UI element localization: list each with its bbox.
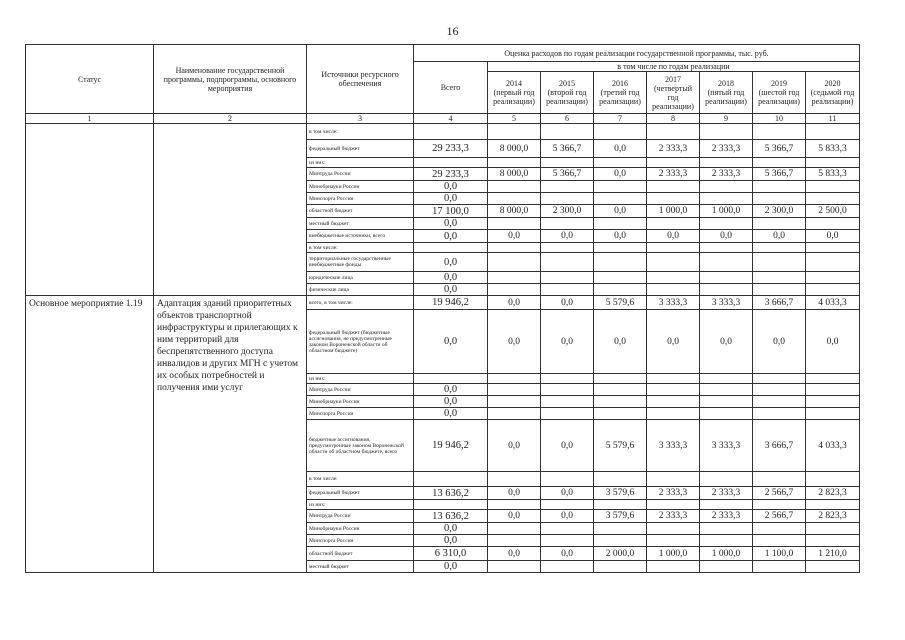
year-value-cell: 0,0 xyxy=(488,420,541,472)
year-value-cell: 3 666,7 xyxy=(753,296,806,310)
year-value-cell: 0,0 xyxy=(647,310,700,374)
header-year-sub: (шестой год реализации) xyxy=(758,88,800,106)
year-value-cell: 2 333,3 xyxy=(700,168,753,181)
year-value-cell: 0,0 xyxy=(806,230,860,243)
header-year-sub: (четвертый год реализации) xyxy=(652,83,694,111)
total-cell: 29 233,3 xyxy=(414,168,488,181)
year-value-cell: 2 823,3 xyxy=(806,510,860,523)
year-value-cell: 0,0 xyxy=(594,140,647,158)
total-cell: 19 946,2 xyxy=(414,296,488,310)
year-value-cell: 2 333,3 xyxy=(647,140,700,158)
year-value-cell xyxy=(700,272,753,284)
year-value-cell xyxy=(647,272,700,284)
header-year-sub: (первый год реализации) xyxy=(493,88,535,106)
total-cell: 0,0 xyxy=(414,230,488,243)
year-value-cell xyxy=(753,181,806,193)
year-value-cell xyxy=(700,408,753,420)
total-cell xyxy=(414,472,488,487)
column-number: 2 xyxy=(154,114,307,124)
year-value-cell xyxy=(541,284,594,296)
year-value-cell xyxy=(806,472,860,487)
header-estimate: Оценка расходов по годам реализации государственной программы, тыс. руб. xyxy=(414,45,860,62)
year-value-cell xyxy=(488,472,541,487)
year-value-cell xyxy=(700,523,753,535)
year-value-cell: 0,0 xyxy=(488,296,541,310)
year-value-cell: 1 000,0 xyxy=(700,205,753,218)
year-value-cell xyxy=(594,535,647,547)
year-value-cell xyxy=(541,158,594,168)
year-value-cell xyxy=(700,535,753,547)
year-value-cell xyxy=(806,181,860,193)
year-value-cell xyxy=(806,193,860,205)
year-value-cell xyxy=(647,193,700,205)
year-value-cell xyxy=(806,561,860,573)
year-value-cell xyxy=(541,181,594,193)
source-cell: в том числе: xyxy=(307,472,414,487)
total-cell: 17 100,0 xyxy=(414,205,488,218)
year-value-cell xyxy=(488,158,541,168)
year-value-cell xyxy=(488,253,541,272)
source-cell: Минспорта России xyxy=(307,193,414,205)
year-value-cell xyxy=(647,535,700,547)
year-value-cell xyxy=(753,193,806,205)
year-value-cell xyxy=(806,535,860,547)
year-value-cell: 2 566,7 xyxy=(753,510,806,523)
column-number: 4 xyxy=(414,114,488,124)
year-value-cell xyxy=(806,124,860,140)
source-cell: всего, в том числе: xyxy=(307,296,414,310)
year-value-cell xyxy=(594,253,647,272)
year-value-cell xyxy=(488,181,541,193)
year-value-cell xyxy=(541,561,594,573)
year-value-cell xyxy=(647,561,700,573)
header-year-sub: (третий год реализации) xyxy=(599,88,641,106)
year-value-cell xyxy=(594,472,647,487)
total-cell: 13 636,2 xyxy=(414,510,488,523)
header-status: Статус xyxy=(26,45,154,114)
year-value-cell: 1 000,0 xyxy=(700,547,753,561)
column-number: 3 xyxy=(307,114,414,124)
year-value-cell xyxy=(753,243,806,253)
source-cell: федеральный бюджет xyxy=(307,487,414,500)
year-value-cell xyxy=(806,272,860,284)
source-cell: областной бюджет xyxy=(307,547,414,561)
header-source: Источники ресурсного обеспечения xyxy=(307,45,414,114)
header-name: Наименование государственной программы, подпрограммы, основного мероприятия xyxy=(154,45,307,114)
year-value-cell xyxy=(488,284,541,296)
year-value-cell xyxy=(594,158,647,168)
year-value-cell: 3 333,3 xyxy=(700,420,753,472)
year-value-cell: 8 000,0 xyxy=(488,205,541,218)
total-cell: 0,0 xyxy=(414,408,488,420)
year-value-cell: 5 366,7 xyxy=(541,168,594,181)
year-value-cell xyxy=(700,284,753,296)
year-value-cell: 0,0 xyxy=(541,547,594,561)
year-value-cell: 0,0 xyxy=(594,230,647,243)
year-value-cell: 3 579,6 xyxy=(594,487,647,500)
year-value-cell: 3 333,3 xyxy=(647,420,700,472)
header-total: Всего xyxy=(414,62,488,114)
total-cell: 0,0 xyxy=(414,193,488,205)
year-value-cell xyxy=(488,384,541,396)
year-value-cell xyxy=(647,523,700,535)
year-value-cell xyxy=(541,193,594,205)
year-value-cell xyxy=(541,272,594,284)
year-value-cell: 3 666,7 xyxy=(753,420,806,472)
year-value-cell: 0,0 xyxy=(541,510,594,523)
year-value-cell xyxy=(541,472,594,487)
total-cell: 0,0 xyxy=(414,181,488,193)
header-year-label: 2020 xyxy=(824,79,841,88)
year-value-cell: 5 579,6 xyxy=(594,420,647,472)
column-number: 10 xyxy=(753,114,806,124)
source-cell: федеральный бюджет xyxy=(307,140,414,158)
column-number: 7 xyxy=(594,114,647,124)
year-value-cell xyxy=(753,561,806,573)
year-value-cell: 0,0 xyxy=(700,310,753,374)
source-cell: юридические лица xyxy=(307,272,414,284)
source-cell: областной бюджет xyxy=(307,205,414,218)
year-value-cell xyxy=(647,374,700,384)
year-value-cell: 5 833,3 xyxy=(806,168,860,181)
year-value-cell: 3 579,6 xyxy=(594,510,647,523)
year-value-cell: 2 566,7 xyxy=(753,487,806,500)
year-value-cell xyxy=(647,500,700,510)
total-cell: 0,0 xyxy=(414,310,488,374)
year-value-cell xyxy=(806,384,860,396)
year-value-cell xyxy=(594,272,647,284)
year-value-cell xyxy=(594,374,647,384)
year-value-cell: 5 366,7 xyxy=(541,140,594,158)
year-value-cell: 2 333,3 xyxy=(647,168,700,181)
year-value-cell xyxy=(488,218,541,230)
header-year xyxy=(647,72,700,114)
total-cell: 29 233,3 xyxy=(414,140,488,158)
year-value-cell xyxy=(700,218,753,230)
total-cell: 0,0 xyxy=(414,272,488,284)
header-year xyxy=(753,72,806,114)
year-value-cell xyxy=(647,396,700,408)
total-cell: 0,0 xyxy=(414,253,488,272)
source-cell: Минтруда России xyxy=(307,384,414,396)
year-value-cell xyxy=(806,408,860,420)
year-value-cell: 5 366,7 xyxy=(753,140,806,158)
year-value-cell xyxy=(806,284,860,296)
name-cell-empty xyxy=(154,124,307,296)
source-cell: внебюджетные источники, всего xyxy=(307,230,414,243)
year-value-cell xyxy=(594,181,647,193)
year-value-cell: 2 333,3 xyxy=(647,510,700,523)
header-year-label: 2016 xyxy=(612,79,628,88)
header-year-label: 2018 xyxy=(718,79,734,88)
year-value-cell xyxy=(753,408,806,420)
table-row xyxy=(26,296,860,310)
year-value-cell xyxy=(594,384,647,396)
header-year-label: 2014 xyxy=(506,79,522,88)
total-cell: 13 636,2 xyxy=(414,487,488,500)
year-value-cell: 0,0 xyxy=(594,168,647,181)
year-value-cell xyxy=(700,472,753,487)
source-cell: физические лица xyxy=(307,284,414,296)
year-value-cell xyxy=(541,396,594,408)
year-value-cell xyxy=(753,253,806,272)
year-value-cell: 4 033,3 xyxy=(806,420,860,472)
source-cell: бюджетные ассигнования, предусмотренные законом Воронежской области об областном бюджете, всего xyxy=(307,420,414,472)
total-cell xyxy=(414,374,488,384)
year-value-cell xyxy=(753,218,806,230)
source-cell: Минтруда России xyxy=(307,168,414,181)
year-value-cell xyxy=(594,523,647,535)
year-value-cell xyxy=(700,384,753,396)
year-value-cell xyxy=(594,124,647,140)
table-row xyxy=(26,124,860,140)
header-year xyxy=(488,72,541,114)
year-value-cell: 8 000,0 xyxy=(488,168,541,181)
measure-name: Адаптация зданий приоритетных объектов транспортной инфраструктуры и прилегающих к ним территорий для беспрепятственного доступа инвалидов и других МГН с учетом их особых потребностей и получения ими услуг xyxy=(154,296,307,573)
year-value-cell: 0,0 xyxy=(541,310,594,374)
year-value-cell: 0,0 xyxy=(541,487,594,500)
year-value-cell: 0,0 xyxy=(488,510,541,523)
year-value-cell xyxy=(594,218,647,230)
year-value-cell xyxy=(594,193,647,205)
year-value-cell xyxy=(647,181,700,193)
source-cell: из них: xyxy=(307,158,414,168)
year-value-cell xyxy=(541,408,594,420)
year-value-cell: 0,0 xyxy=(541,296,594,310)
year-value-cell xyxy=(541,253,594,272)
header-year xyxy=(594,72,647,114)
year-value-cell: 5 833,3 xyxy=(806,140,860,158)
year-value-cell xyxy=(806,253,860,272)
total-cell: 0,0 xyxy=(414,396,488,408)
header-year-label: 2017 xyxy=(665,74,681,84)
column-number: 5 xyxy=(488,114,541,124)
column-number: 1 xyxy=(26,114,154,124)
source-cell: из них: xyxy=(307,500,414,510)
total-cell: 0,0 xyxy=(414,535,488,547)
year-value-cell xyxy=(806,500,860,510)
header-year-sub: (второй год реализации) xyxy=(546,88,588,106)
total-cell: 6 310,0 xyxy=(414,547,488,561)
year-value-cell xyxy=(806,523,860,535)
year-value-cell xyxy=(753,158,806,168)
year-value-cell: 1 000,0 xyxy=(647,547,700,561)
year-value-cell: 0,0 xyxy=(700,230,753,243)
year-value-cell xyxy=(806,374,860,384)
year-value-cell: 0,0 xyxy=(753,310,806,374)
header-incl-years: в том числе по годам реализации xyxy=(488,62,860,72)
year-value-cell xyxy=(700,193,753,205)
year-value-cell xyxy=(541,374,594,384)
year-value-cell xyxy=(488,193,541,205)
year-value-cell: 2 000,0 xyxy=(594,547,647,561)
year-value-cell xyxy=(753,284,806,296)
total-cell: 0,0 xyxy=(414,561,488,573)
year-value-cell xyxy=(753,500,806,510)
year-value-cell: 3 333,3 xyxy=(700,296,753,310)
column-number: 8 xyxy=(647,114,700,124)
year-value-cell xyxy=(488,374,541,384)
year-value-cell: 1 000,0 xyxy=(647,205,700,218)
year-value-cell: 0,0 xyxy=(541,230,594,243)
total-cell: 0,0 xyxy=(414,218,488,230)
year-value-cell xyxy=(753,384,806,396)
resource-table xyxy=(25,44,860,573)
source-cell: Минобрнауки России xyxy=(307,181,414,193)
year-value-cell xyxy=(541,523,594,535)
status-cell-empty xyxy=(26,124,154,296)
source-cell: Минобрнауки России xyxy=(307,396,414,408)
year-value-cell: 3 333,3 xyxy=(647,296,700,310)
year-value-cell xyxy=(700,374,753,384)
header-year-label: 2019 xyxy=(771,79,787,88)
header-year xyxy=(541,72,594,114)
year-value-cell: 2 823,3 xyxy=(806,487,860,500)
year-value-cell xyxy=(700,181,753,193)
source-cell: местный бюджет xyxy=(307,218,414,230)
year-value-cell xyxy=(647,218,700,230)
year-value-cell xyxy=(700,253,753,272)
year-value-cell: 5 579,6 xyxy=(594,296,647,310)
year-value-cell xyxy=(594,500,647,510)
total-cell xyxy=(414,124,488,140)
header-year-label: 2015 xyxy=(559,79,575,88)
year-value-cell xyxy=(647,253,700,272)
year-value-cell xyxy=(488,535,541,547)
year-value-cell xyxy=(488,500,541,510)
year-value-cell: 1 210,0 xyxy=(806,547,860,561)
column-number: 9 xyxy=(700,114,753,124)
year-value-cell: 8 000,0 xyxy=(488,140,541,158)
year-value-cell: 2 500,0 xyxy=(806,205,860,218)
year-value-cell xyxy=(647,158,700,168)
total-cell: 0,0 xyxy=(414,284,488,296)
year-value-cell xyxy=(806,396,860,408)
year-value-cell: 2 300,0 xyxy=(753,205,806,218)
year-value-cell xyxy=(488,396,541,408)
column-number: 11 xyxy=(806,114,860,124)
year-value-cell: 2 333,3 xyxy=(700,510,753,523)
total-cell: 19 946,2 xyxy=(414,420,488,472)
year-value-cell xyxy=(594,243,647,253)
year-value-cell: 2 333,3 xyxy=(700,140,753,158)
year-value-cell xyxy=(700,500,753,510)
source-cell: в том числе: xyxy=(307,243,414,253)
year-value-cell xyxy=(647,408,700,420)
source-cell: Минспорта России xyxy=(307,535,414,547)
year-value-cell: 0,0 xyxy=(753,230,806,243)
year-value-cell xyxy=(647,472,700,487)
source-cell: Минобрнауки России xyxy=(307,523,414,535)
year-value-cell xyxy=(647,384,700,396)
year-value-cell xyxy=(541,535,594,547)
year-value-cell xyxy=(753,124,806,140)
year-value-cell xyxy=(753,272,806,284)
year-value-cell xyxy=(753,396,806,408)
year-value-cell xyxy=(541,218,594,230)
year-value-cell: 0,0 xyxy=(594,205,647,218)
year-value-cell: 4 033,3 xyxy=(806,296,860,310)
year-value-cell xyxy=(700,243,753,253)
year-value-cell xyxy=(806,243,860,253)
header-year xyxy=(700,72,753,114)
year-value-cell: 0,0 xyxy=(488,310,541,374)
year-value-cell xyxy=(488,272,541,284)
year-value-cell xyxy=(488,561,541,573)
year-value-cell xyxy=(806,158,860,168)
year-value-cell: 5 366,7 xyxy=(753,168,806,181)
source-cell: Минтруда России xyxy=(307,510,414,523)
year-value-cell: 0,0 xyxy=(647,230,700,243)
header-year xyxy=(806,72,860,114)
total-cell xyxy=(414,158,488,168)
measure-status: Основное мероприятие 1.19 xyxy=(26,296,154,573)
year-value-cell xyxy=(594,284,647,296)
year-value-cell xyxy=(541,124,594,140)
year-value-cell xyxy=(594,561,647,573)
total-cell xyxy=(414,500,488,510)
header-year-sub: (пятый год реализации) xyxy=(705,88,747,106)
year-value-cell xyxy=(806,218,860,230)
year-value-cell: 0,0 xyxy=(541,420,594,472)
year-value-cell xyxy=(647,124,700,140)
year-value-cell: 1 100,0 xyxy=(753,547,806,561)
year-value-cell: 0,0 xyxy=(488,547,541,561)
year-value-cell: 0,0 xyxy=(594,310,647,374)
total-cell xyxy=(414,243,488,253)
year-value-cell: 2 333,3 xyxy=(700,487,753,500)
source-cell: в том числе: xyxy=(307,124,414,140)
source-cell: Минспорта России xyxy=(307,408,414,420)
year-value-cell xyxy=(700,396,753,408)
header-year-sub: (седьмой год реализации) xyxy=(810,88,855,106)
year-value-cell: 2 300,0 xyxy=(541,205,594,218)
year-value-cell xyxy=(647,243,700,253)
year-value-cell xyxy=(594,408,647,420)
year-value-cell xyxy=(700,124,753,140)
year-value-cell xyxy=(594,396,647,408)
year-value-cell xyxy=(488,523,541,535)
year-value-cell xyxy=(488,243,541,253)
year-value-cell xyxy=(541,500,594,510)
year-value-cell xyxy=(647,284,700,296)
column-number: 6 xyxy=(541,114,594,124)
page-number: 16 xyxy=(446,24,459,38)
year-value-cell: 2 333,3 xyxy=(647,487,700,500)
year-value-cell: 0,0 xyxy=(488,230,541,243)
year-value-cell xyxy=(488,408,541,420)
year-value-cell xyxy=(700,561,753,573)
year-value-cell xyxy=(488,124,541,140)
year-value-cell xyxy=(541,384,594,396)
source-cell: федеральный бюджет (бюджетные ассигнования, не предусмотренные законом Воронежской области об областном бюджете) xyxy=(307,310,414,374)
year-value-cell xyxy=(700,158,753,168)
total-cell: 0,0 xyxy=(414,384,488,396)
year-value-cell xyxy=(753,523,806,535)
total-cell: 0,0 xyxy=(414,523,488,535)
source-cell: территориальные государственные внебюджетные фонды xyxy=(307,253,414,272)
source-cell: из них: xyxy=(307,374,414,384)
year-value-cell xyxy=(753,472,806,487)
year-value-cell xyxy=(753,535,806,547)
year-value-cell xyxy=(753,374,806,384)
year-value-cell xyxy=(541,243,594,253)
source-cell: местный бюджет xyxy=(307,561,414,573)
year-value-cell: 0,0 xyxy=(488,487,541,500)
year-value-cell: 0,0 xyxy=(806,310,860,374)
